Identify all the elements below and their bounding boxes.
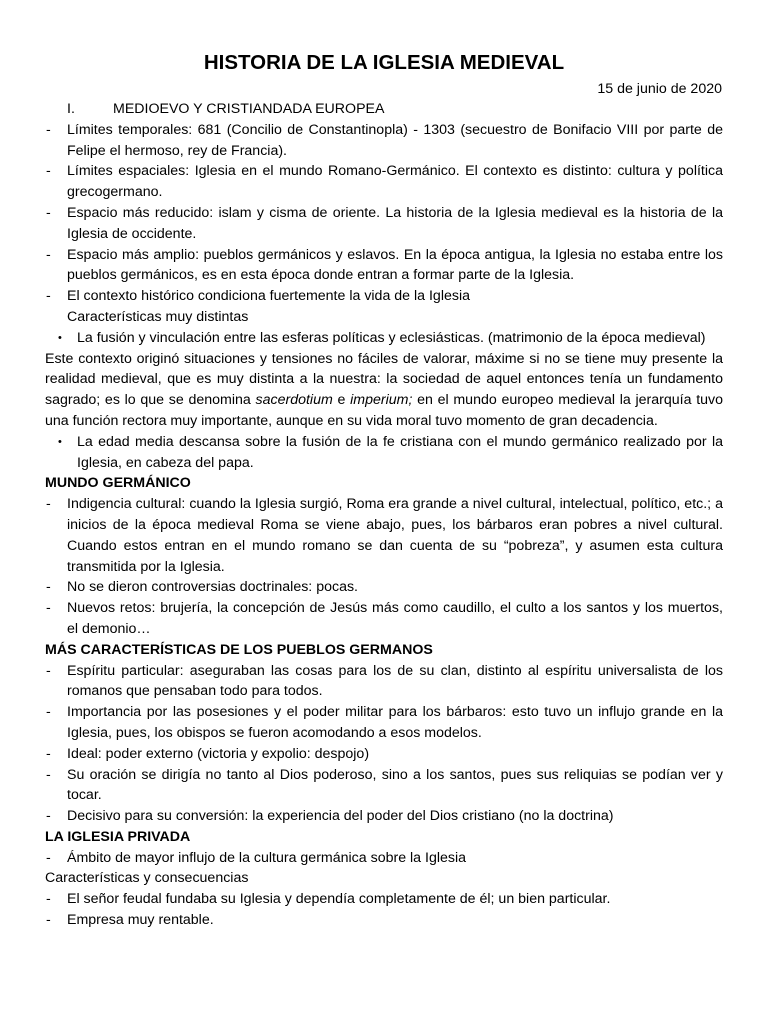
bullet-item [45, 432, 723, 474]
list-item-text: Espacio más reducido: islam y cisma de oriente. La historia de la Iglesia medieval es la historia de la Iglesia de occidente. [67, 204, 723, 242]
list-item-text: Espíritu particular: aseguraban las cosas para los de su clan, distinto al espíritu universalista de los romanos que pensaban todo para todos. [67, 662, 723, 700]
dash-marker: - [46, 912, 51, 929]
subheading-caracteristicas: Características muy distintas [67, 308, 249, 325]
list-item [45, 848, 723, 869]
document-body [45, 99, 723, 931]
dash-marker: - [46, 163, 51, 180]
dash-marker: - [46, 891, 51, 908]
dash-marker: - [46, 745, 51, 762]
dash-marker: - [46, 579, 51, 596]
list-item [45, 494, 723, 577]
list-item [45, 661, 723, 703]
section-heading-roman [45, 99, 723, 120]
list-item [45, 744, 723, 765]
list-item-text: El señor feudal fundaba su Iglesia y dependía completamente de él; un bien particular. [67, 891, 611, 908]
list-item [45, 765, 723, 807]
list-item [45, 910, 723, 931]
italic-term: sacerdotium [255, 392, 333, 409]
document-date: 15 de junio de 2020 [597, 81, 722, 97]
list-item [45, 598, 723, 640]
dash-marker: - [46, 246, 51, 263]
list-item-text: Espacio más amplio: pueblos germánicos y eslavos. En la época antigua, la Iglesia no estaba entre los pueblos germánicos, es en esta época donde entran a formar parte de la Iglesia. [67, 246, 723, 284]
dash-marker: - [46, 288, 51, 305]
heading-mas-caracteristicas: MÁS CARACTERÍSTICAS DE LOS PUEBLOS GERMANOS [45, 641, 433, 658]
list-item [45, 120, 723, 162]
list-item-text: El contexto histórico condiciona fuertemente la vida de la Iglesia [67, 288, 470, 305]
list-item [45, 203, 723, 245]
dash-marker: - [46, 808, 51, 825]
list-item-text: No se dieron controversias doctrinales: pocas. [67, 579, 358, 596]
bullet-item [45, 328, 723, 349]
list-item [45, 806, 723, 827]
list-item-text: Decisivo para su conversión: la experiencia del poder del Dios cristiano (no la doctrina) [67, 808, 614, 825]
dash-marker: - [46, 766, 51, 783]
dash-marker: - [46, 496, 51, 513]
list-item [45, 889, 723, 910]
list-item-text: Ámbito de mayor influjo de la cultura germánica sobre la Iglesia [67, 849, 467, 866]
list-item [45, 286, 723, 307]
bullet-item-text: La fusión y vinculación entre las esferas políticas y eclesiásticas. (matrimonio de la época medieval) [77, 329, 706, 346]
bullet-marker: • [58, 331, 62, 344]
list-item [45, 245, 723, 287]
dash-marker: - [46, 849, 51, 866]
paragraph-text: en el mundo europeo medieval la jerarquía tuvo una función rectora muy importante, aunque en su vida moral tuvo momento de gran decadencia. [45, 392, 724, 429]
document-title: HISTORIA DE LA IGLESIA MEDIEVAL [203, 51, 565, 74]
list-item-text: Empresa muy rentable. [67, 912, 214, 929]
dash-marker: - [46, 662, 51, 679]
bullet-marker: • [58, 435, 62, 448]
list-item [45, 702, 723, 744]
italic-term: imperium; [350, 392, 413, 409]
list-item [45, 161, 723, 203]
paragraph-text: e [332, 392, 351, 409]
heading-mundo-germanico: MUNDO GERMÁNICO [45, 475, 191, 492]
paragraph-text: Este contexto originó situaciones y tensiones no fáciles de valorar, máxime si no se tiene muy presente la realidad medieval, que es muy distinta a la nuestra: la sociedad de aquel entonces tenía un fundamento sagrado; es lo que se denomina [45, 350, 723, 409]
list-item-text: Importancia por las posesiones y el poder militar para los bárbaros: esto tuvo un influjo grande en la Iglesia, pues, los obispos se fueron acomodando a esos modelos. [67, 704, 723, 741]
subheading-consecuencias: Características y consecuencias [45, 870, 249, 887]
paragraph [45, 349, 723, 432]
list-item [45, 577, 723, 598]
dash-marker: - [46, 600, 51, 617]
list-item-text: Límites temporales: 681 (Concilio de Constantinopla) - 1303 (secuestro de Bonifacio VIII por parte de Felipe el hermoso, rey de Francia). [67, 121, 723, 159]
roman-numeral: I. [67, 101, 75, 117]
dash-marker: - [46, 121, 51, 138]
list-item-text: Su oración se dirigía no tanto al Dios poderoso, sino a los santos, pues sus reliquias se podían ver y tocar. [67, 766, 723, 804]
bullet-item-text: La edad media descansa sobre la fusión de la fe cristiana con el mundo germánico realizado por la Iglesia, en cabeza del papa. [77, 433, 723, 471]
heading-iglesia-privada: LA IGLESIA PRIVADA [45, 828, 191, 845]
list-item-text: Indigencia cultural: cuando la Iglesia surgió, Roma era grande a nivel cultural, intelectual, político, etc.; a inicios de la época medieval Roma se viene abajo, pues, los bárbaros eran pobres a nivel cultural. Cuando estos entran en el mundo romano se dan cuenta de su “pobreza”, y asumen esta cultura transmitida por la Iglesia. [67, 496, 723, 575]
list-item-text: Límites espaciales: Iglesia en el mundo Romano-Germánico. El contexto es distinto: cultura y política grecogermano. [67, 163, 723, 201]
dash-marker: - [46, 704, 51, 721]
list-item-text: Ideal: poder externo (victoria y expolio: despojo) [67, 745, 370, 762]
dash-marker: - [46, 204, 51, 221]
section-title: MEDIOEVO Y CRISTIANDADA EUROPEA [113, 101, 385, 117]
list-item-text: Nuevos retos: brujería, la concepción de Jesús más como caudillo, el culto a los santos y los muertos, el demonio… [67, 600, 723, 637]
